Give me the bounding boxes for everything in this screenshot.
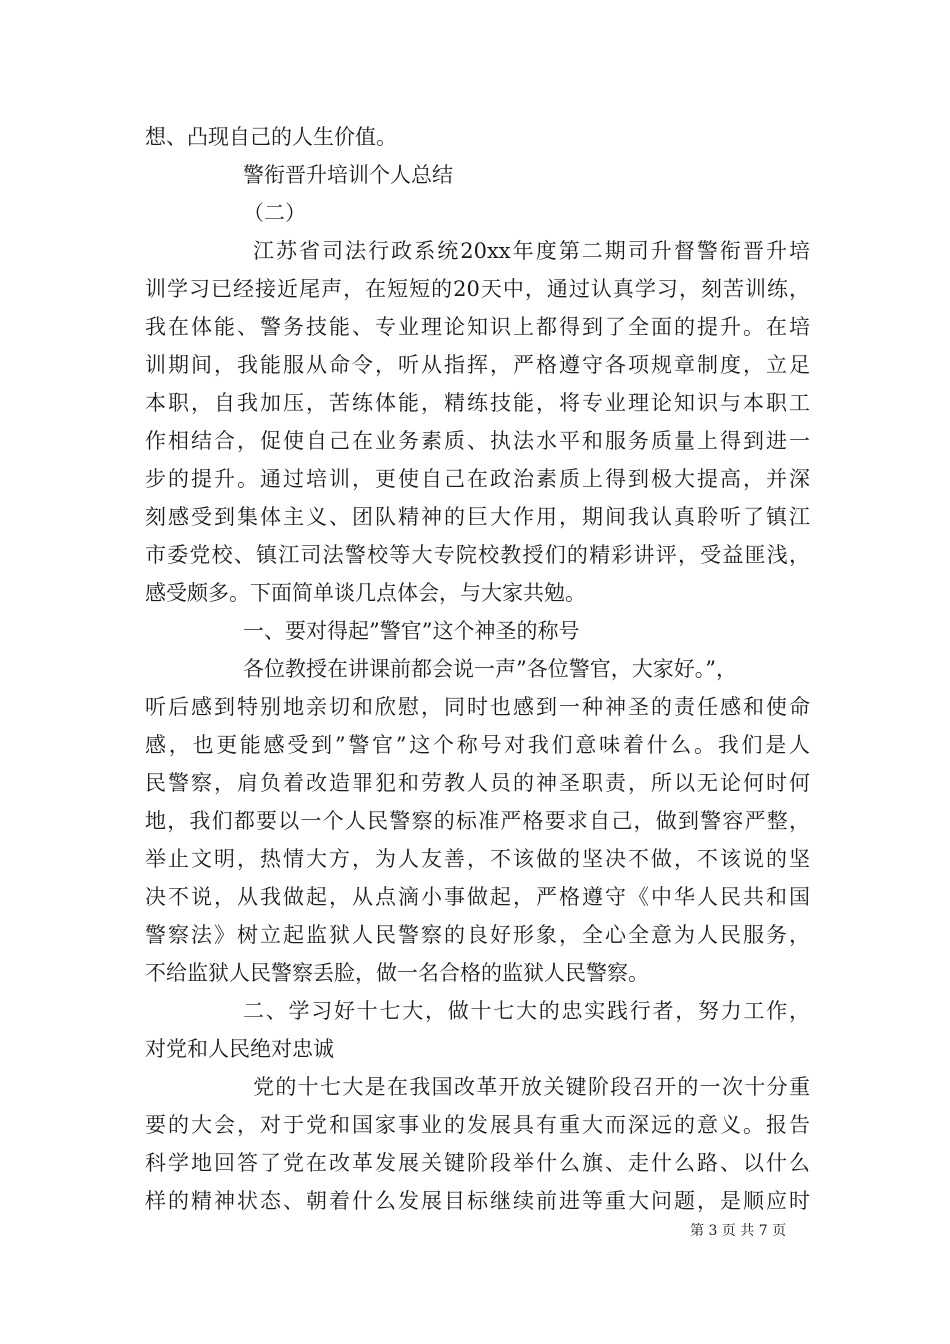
body-line: 要的大会，对于党和国家事业的发展具有重大而深远的意义。报告 — [145, 1113, 810, 1137]
body-line: 决不说，从我做起，从点滴小事做起，严格遵守《中华人民共和国 — [145, 885, 810, 909]
section-heading: 二、学习好十七大，做十七大的忠实践行者，努力工作， — [243, 999, 810, 1023]
page-number: 第 3 页 共 7 页 — [690, 1223, 787, 1239]
body-line: 举止文明，热情大方，为人友善，不该做的坚决不做，不该说的坚 — [145, 847, 810, 871]
body-line: 样的精神状态、朝着什么发展目标继续前进等重大问题，是顺应时 — [145, 1189, 810, 1213]
body-line: 听后感到特别地亲切和欣慰，同时也感到一种神圣的责任感和使命 — [145, 695, 810, 719]
body-line: 步的提升。通过培训，更使自己在政治素质上得到极大提高，并深 — [145, 467, 810, 491]
body-line: 想、凸现自己的人生价值。 — [145, 125, 397, 149]
body-line: 训期间，我能服从命令，听从指挥，严格遵守各项规章制度，立足 — [145, 353, 810, 377]
body-line: 科学地回答了党在改革发展关键阶段举什么旗、走什么路、以什么 — [145, 1151, 810, 1175]
section-heading: 一、要对得起”警官”这个神圣的称号 — [243, 619, 580, 643]
paragraph-first-line: 江苏省司法行政系统20xx年度第二期司升督警衔晋升培 — [253, 239, 810, 263]
body-line: 我在体能、警务技能、专业理论知识上都得到了全面的提升。在培 — [145, 315, 810, 339]
body-line: 警察法》树立起监狱人民警察的良好形象，全心全意为人民服务， — [145, 923, 810, 947]
body-line: 市委党校、镇江司法警校等大专院校教授们的精彩讲评，受益匪浅， — [145, 543, 810, 567]
paragraph-first-line: 党的十七大是在我国改革开放关键阶段召开的一次十分重 — [253, 1075, 810, 1099]
document-body — [145, 118, 810, 1220]
body-line: 不给监狱人民警察丢脸，做一名合格的监狱人民警察。 — [145, 961, 649, 985]
section-heading-continued: 对党和人民绝对忠诚 — [145, 1037, 334, 1061]
body-line: 感受颇多。下面简单谈几点体会，与大家共勉。 — [145, 581, 586, 605]
document-subtitle: （二） — [243, 201, 306, 225]
paragraph-first-line: 各位教授在讲课前都会说一声”各位警官，大家好。”， — [243, 657, 737, 681]
body-line: 刻感受到集体主义、团队精神的巨大作用，期间我认真聆听了镇江 — [145, 505, 810, 529]
body-line: 作相结合，促使自己在业务素质、执法水平和服务质量上得到进一 — [145, 429, 810, 453]
body-line: 感，也更能感受到”警官”这个称号对我们意味着什么。我们是人 — [145, 733, 810, 757]
body-line: 民警察，肩负着改造罪犯和劳教人员的神圣职责，所以无论何时何 — [145, 771, 810, 795]
body-line: 本职，自我加压，苦练体能，精练技能，将专业理论知识与本职工 — [145, 391, 810, 415]
document-title: 警衔晋升培训个人总结 — [243, 163, 453, 187]
body-line: 训学习已经接近尾声，在短短的20天中，通过认真学习，刻苦训练， — [145, 277, 810, 301]
body-line: 地，我们都要以一个人民警察的标准严格要求自己，做到警容严整， — [145, 809, 810, 833]
